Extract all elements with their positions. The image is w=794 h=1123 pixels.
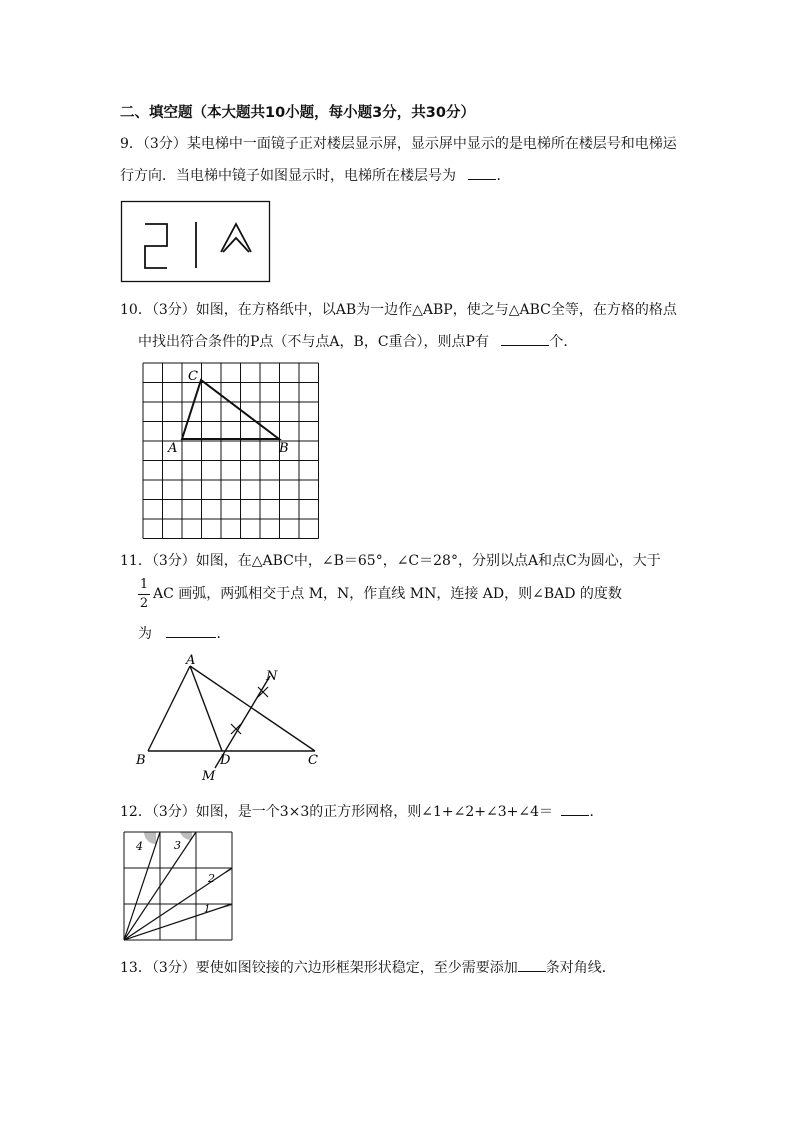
q9-answer-blank: [468, 165, 496, 180]
q9-mirror-display-figure: [120, 200, 272, 284]
angle-label-4: 4: [136, 840, 143, 853]
label-b: B: [279, 441, 289, 456]
mirrored-digit: [145, 224, 167, 268]
q11-text-line2: AC 画弧，两弧相交于点 M，N，作直线 MN，连接 AD，则∠BAD 的度数: [153, 586, 622, 602]
triangle-abc: [182, 380, 279, 439]
q11-text: 为: [138, 626, 152, 642]
label-n: N: [266, 669, 278, 684]
segment-ab: [148, 666, 190, 751]
q13-answer-blank: [518, 957, 546, 972]
q11-triangle-figure: [130, 650, 330, 784]
q10-text-line1: 10．（3分）如图，在方格纸中，以AB为一边作△ABP，使之与△ABC全等，在方格的格点: [120, 302, 677, 318]
section-title: 二、填空题（本大题共10小题，每小题3分，共30分）: [120, 105, 475, 121]
label-c: C: [188, 369, 198, 384]
q12-text: 12．（3分）如图，是一个3×3的正方形网格，则∠1+∠2+∠3+∠4＝: [120, 804, 554, 820]
q10-end: 个．: [549, 334, 578, 350]
q10-answer-blank: [501, 331, 549, 346]
q10-text: 中找出符合条件的P点（不与点A，B，C重合），则点P有: [138, 334, 489, 350]
q12-end: ．: [589, 804, 604, 820]
q12-text-line1: [120, 801, 603, 822]
fraction-denominator: 2: [139, 596, 149, 611]
fraction-bar: [138, 594, 150, 595]
q10-text-line2: [138, 331, 577, 352]
q11-text-line3: [138, 623, 230, 644]
label-b: B: [136, 753, 146, 768]
q13-text-line1: [120, 957, 616, 978]
q12-answer-blank: [561, 801, 589, 816]
angle-3-shade: [180, 832, 192, 840]
segment-ad: [190, 666, 222, 751]
label-m: M: [202, 769, 216, 784]
label-a: A: [168, 441, 178, 456]
angle-4-shade: [144, 832, 156, 844]
angle-label-3: 3: [174, 839, 181, 852]
segment-ac: [190, 666, 315, 751]
q11-text-line1: 11．（3分）如图，在△ABC中，∠B＝65°，∠C＝28°，分别以点A和点C为圆心，大于: [120, 553, 661, 569]
label-d: D: [220, 753, 231, 768]
q13-text: 13．（3分）要使如图铰接的六边形框架形状稳定，至少需要添加: [120, 960, 518, 976]
q9-end: ．: [496, 168, 511, 184]
fraction-numerator: 1: [139, 577, 149, 592]
q10-grid-figure: [130, 356, 330, 542]
q9-text-line1: 9．（3分）某电梯中一面镜子正对楼层显示屏，显示屏中显示的是电梯所在楼层号和电梯运: [120, 136, 677, 152]
q11-end: ．: [216, 626, 231, 642]
angle-label-2: 2: [208, 872, 215, 885]
q9-text-line2: [120, 165, 510, 186]
angle-label-1: 1: [204, 904, 211, 915]
label-a: A: [186, 653, 196, 668]
q12-grid-figure: [120, 828, 242, 946]
label-c: C: [308, 753, 318, 768]
q9-text: 行方向．当电梯中镜子如图显示时，电梯所在楼层号为: [120, 168, 456, 184]
q13-end: 条对角线．: [545, 960, 616, 976]
q11-answer-blank: [166, 623, 216, 638]
